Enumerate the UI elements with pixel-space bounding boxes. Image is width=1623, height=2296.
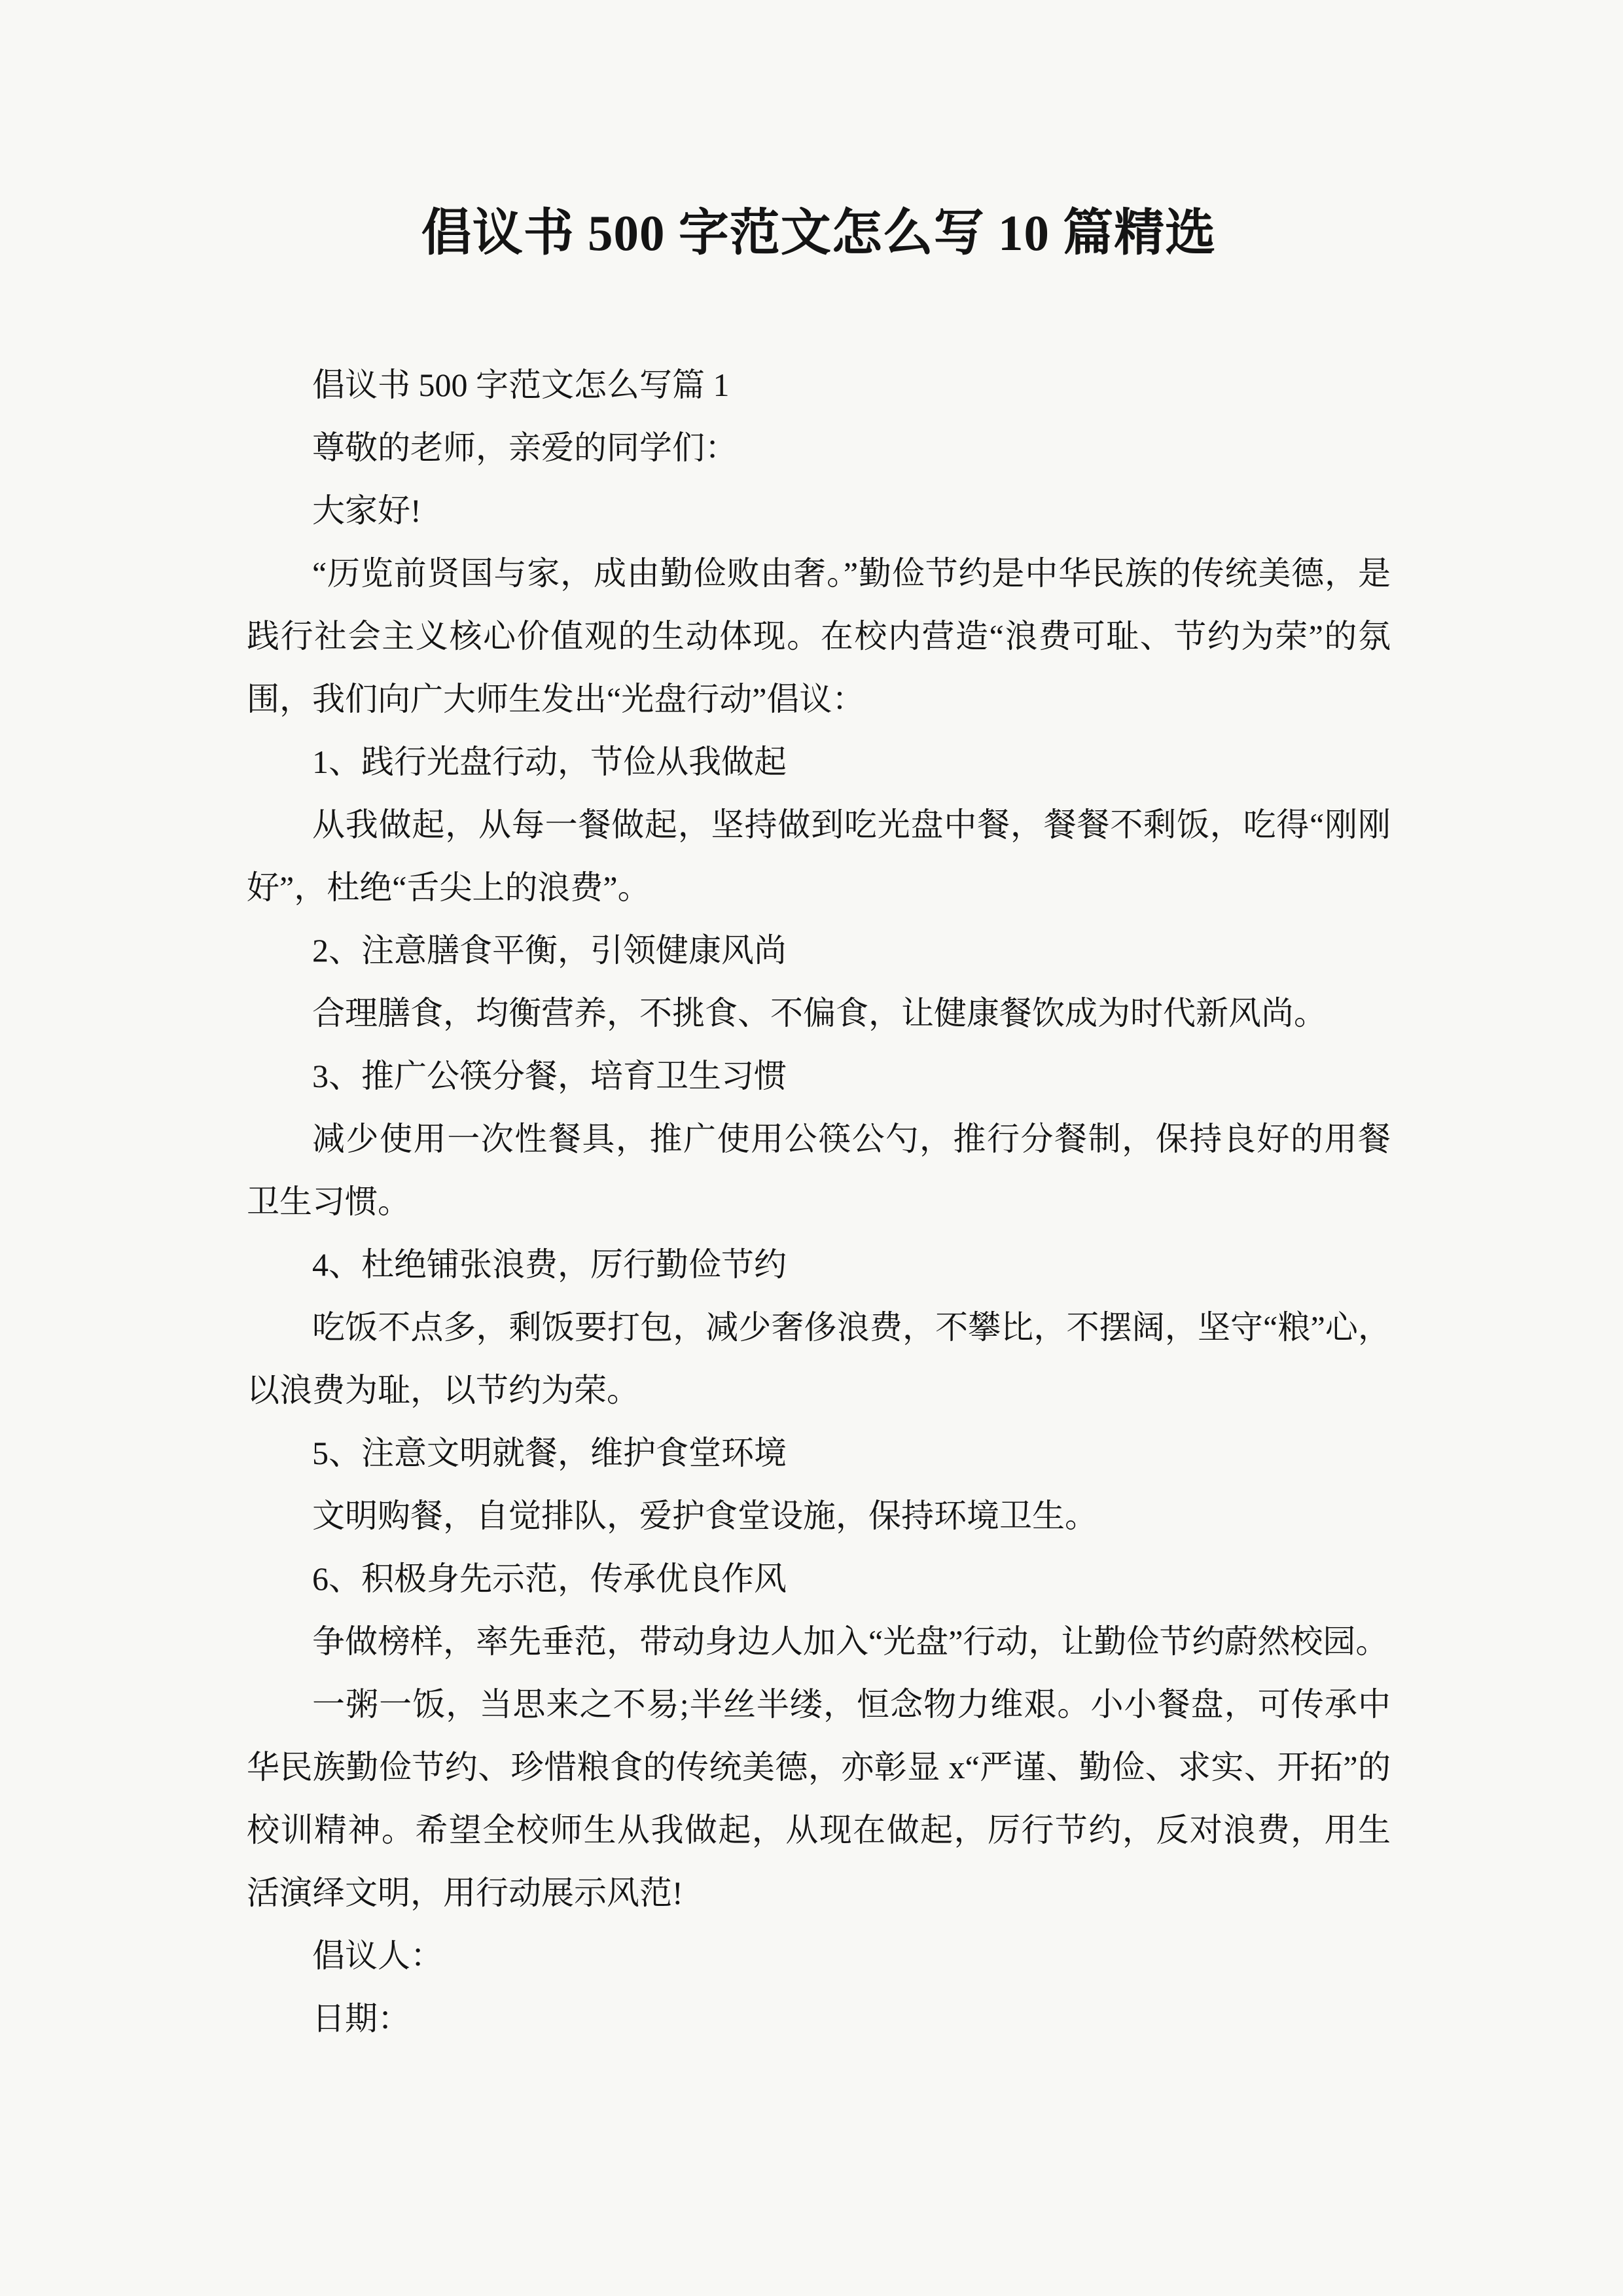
paragraph: 日期：: [312, 2000, 410, 2037]
paragraph: 争做榜样，率先垂范，带动身边人加入“光盘”行动，让勤俭节约蔚然校园。: [312, 1623, 1389, 1660]
paragraph: 一粥一饭，当思来之不易;半丝半缕，恒念物力维艰。小小餐盘，可传承中华民族勤俭节约、珍惜粮食的传统美德，亦彰显 x“严谨、勤俭、求实、开拓”的校训精神。希望全校师生从我做起，从现在做起，厉行节约，反对浪费，用生活演绎文明，用行动展示风范!: [247, 1686, 1391, 1911]
document-text-block: [247, 0, 1391, 2050]
paragraph: 倡议人：: [312, 1937, 443, 1974]
paragraph: 大家好!: [312, 492, 421, 529]
paragraph: 1、践行光盘行动，节俭从我做起: [312, 744, 787, 780]
paragraph: 3、推广公筷分餐，培育卫生习惯: [312, 1058, 787, 1094]
document-title: 倡议书 500 字范文怎么写 10 篇精选: [421, 205, 1217, 261]
paragraph: 合理膳食，均衡营养，不挑食、不偏食，让健康餐饮成为时代新风尚。: [312, 995, 1327, 1031]
paragraph: 5、注意文明就餐，维护食堂环境: [312, 1435, 787, 1471]
paragraph: 减少使用一次性餐具，推广使用公筷公勺，推行分餐制，保持良好的用餐卫生习惯。: [247, 1121, 1391, 1220]
paragraph: “历览前贤国与家，成由勤俭败由奢。”勤俭节约是中华民族的传统美德，是践行社会主义核心价值观的生动体现。在校内营造“浪费可耻、节约为荣”的氛围，我们向广大师生发出“光盘行动”倡议：: [247, 555, 1391, 717]
paragraph: 吃饭不点多，剩饭要打包，减少奢侈浪费，不攀比，不摆阔，坚守“粮”心，以浪费为耻，以节约为荣。: [247, 1309, 1391, 1408]
paragraph: 2、注意膳食平衡，引领健康风尚: [312, 932, 787, 969]
paragraph: 从我做起，从每一餐做起，坚持做到吃光盘中餐，餐餐不剩饭，吃得“刚刚好”，杜绝“舌尖上的浪费”。: [247, 806, 1391, 906]
paragraph: 文明购餐，自觉排队，爱护食堂设施，保持环境卫生。: [312, 1498, 1097, 1534]
paragraph: 尊敬的老师，亲爱的同学们：: [312, 429, 738, 466]
paragraph: 倡议书 500 字范文怎么写篇 1: [312, 367, 730, 403]
paragraph: 6、积极身先示范，传承优良作风: [312, 1560, 787, 1597]
paragraph: 4、杜绝铺张浪费，厉行勤俭节约: [312, 1246, 787, 1283]
